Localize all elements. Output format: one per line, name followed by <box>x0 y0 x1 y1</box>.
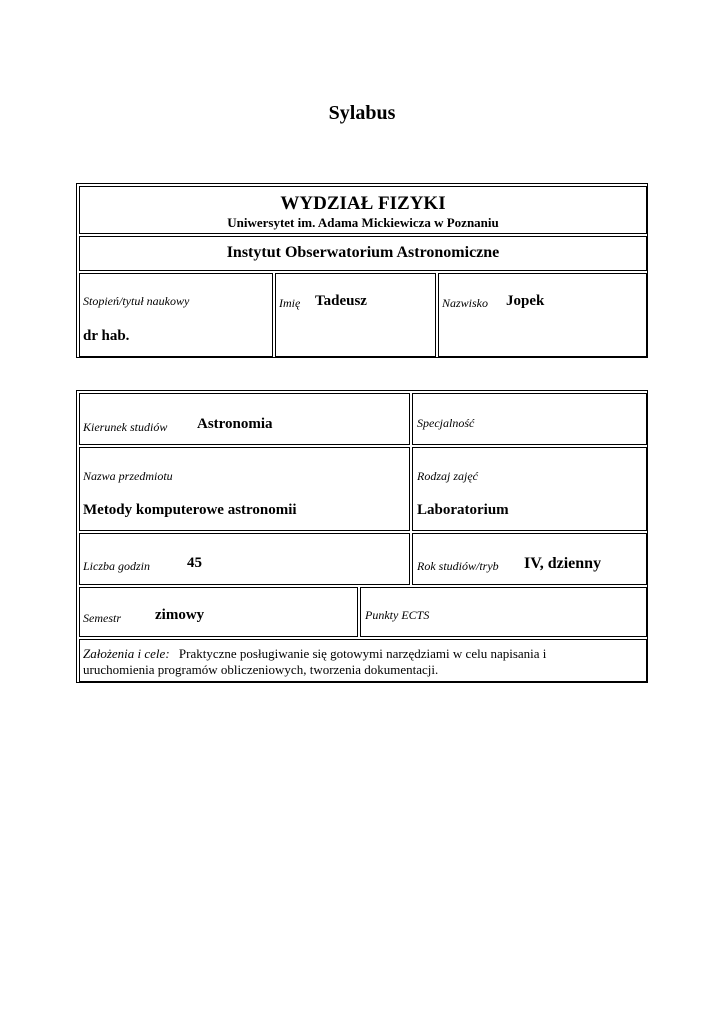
class-type-label: Rodzaj zajęć <box>417 469 478 483</box>
subject-cell <box>79 447 410 531</box>
degree-cell <box>79 273 273 357</box>
last-name-value: Jopek <box>506 293 545 309</box>
class-type-value: Laboratorium <box>417 502 509 518</box>
faculty-cell <box>79 186 647 234</box>
field-of-study-label: Kierunek studiów <box>83 420 168 434</box>
subject-value: Metody komputerowe astronomii <box>83 502 297 518</box>
faculty-name: WYDZIAŁ FIZYKI <box>280 193 446 214</box>
semester-label: Semestr <box>83 611 121 625</box>
goals-cell <box>79 639 647 682</box>
specialty-label: Specjalność <box>417 416 475 430</box>
document-title: Sylabus <box>328 102 396 124</box>
goals-text-2: uruchomienia programów obliczeniowych, tworzenia dokumentacji. <box>83 662 439 677</box>
subject-label: Nazwa przedmiotu <box>83 469 173 483</box>
year-label: Rok studiów/tryb <box>417 559 499 573</box>
goals-text-1: Praktyczne posługiwanie się gotowymi narzędziami w celu napisania i <box>178 646 547 661</box>
ects-label: Punkty ECTS <box>365 608 430 622</box>
year-value: IV, dzienny <box>524 555 602 572</box>
degree-value: dr hab. <box>83 328 130 344</box>
institute-cell <box>79 236 647 271</box>
field-of-study-value: Astronomia <box>197 416 273 432</box>
hours-label: Liczba godzin <box>83 559 151 573</box>
hours-cell <box>79 533 410 585</box>
first-name-label: Imię <box>279 296 301 310</box>
last-name-cell <box>438 273 647 357</box>
ects-cell <box>360 587 647 637</box>
year-cell <box>412 533 647 585</box>
goals-line-1 <box>83 646 546 662</box>
semester-cell <box>79 587 358 637</box>
degree-label: Stopień/tytuł naukowy <box>83 294 190 308</box>
last-name-label: Nazwisko <box>442 296 489 310</box>
institute-name: Instytut Obserwatorium Astronomiczne <box>226 244 500 261</box>
university-name: Uniwersytet im. Adama Mickiewicza w Poznaniu <box>227 215 499 230</box>
field-of-study-cell <box>79 393 410 445</box>
first-name-cell <box>275 273 436 357</box>
lecturer-table <box>76 183 648 358</box>
specialty-cell <box>412 393 647 445</box>
first-name-value: Tadeusz <box>315 293 367 309</box>
goals-label: Założenia i cele: <box>83 646 170 661</box>
hours-value: 45 <box>187 555 202 571</box>
course-table <box>76 390 648 683</box>
semester-value: zimowy <box>155 607 205 623</box>
class-type-cell <box>412 447 647 531</box>
